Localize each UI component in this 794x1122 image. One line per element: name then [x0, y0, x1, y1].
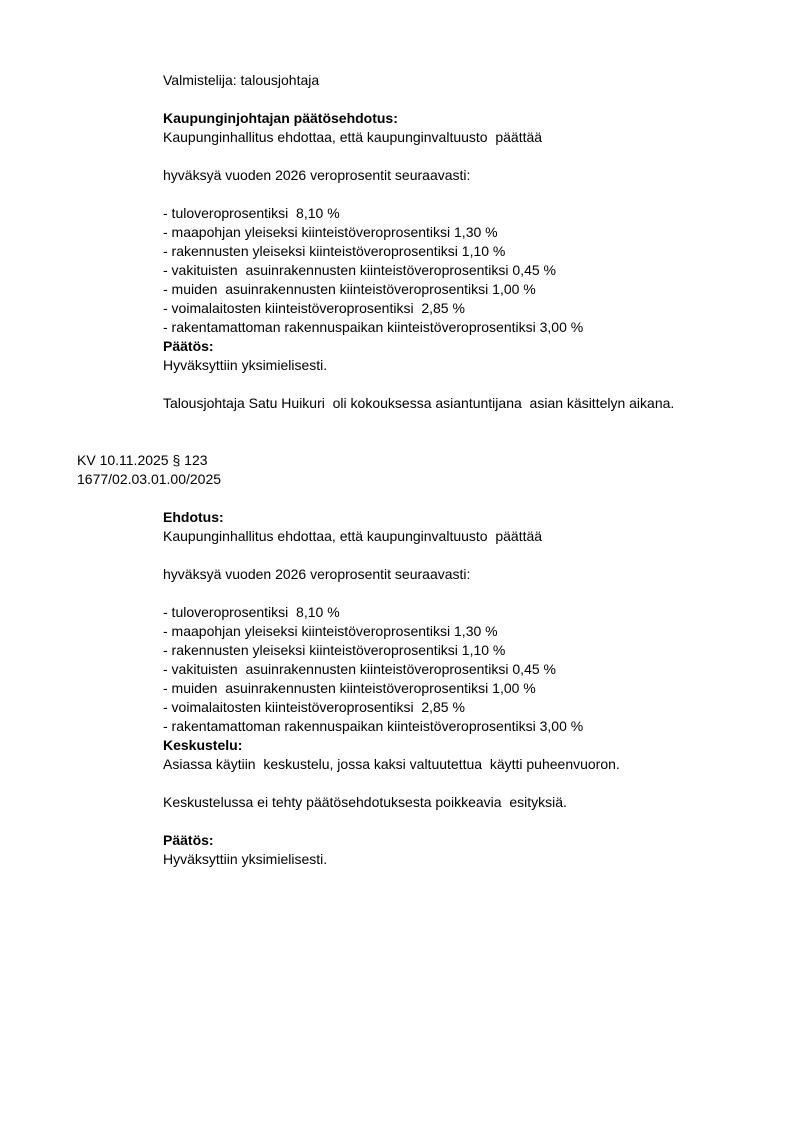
kv-tax-rate-list — [163, 603, 754, 736]
tax-rate-item: - rakentamattoman rakennuspaikan kiinteistöveroprosentiksi 3,00 % — [163, 319, 584, 335]
kv-section — [163, 508, 754, 869]
kh-approve-intro: hyväksyä vuoden 2026 veroprosentit seuraavasti: — [163, 167, 471, 183]
kv-proposal-heading: Ehdotus: — [163, 509, 224, 525]
kv-meeting-reference: KV 10.11.2025 § 123 — [77, 452, 208, 468]
tax-rate-item: - voimalaitosten kiinteistöveroprosentiksi 2,85 % — [163, 300, 465, 316]
tax-rate-item: - maapohjan yleiseksi kiinteistöveroprosentiksi 1,30 % — [163, 224, 498, 240]
kh-tax-rate-list — [163, 204, 754, 337]
preparer-line: Valmistelija: talousjohtaja — [163, 72, 320, 88]
kh-proposal-body: Kaupunginhallitus ehdottaa, että kaupunginvaltuusto päättää — [163, 129, 543, 145]
tax-rate-item: - vakituisten asuinrakennusten kiinteistöveroprosentiksi 0,45 % — [163, 262, 556, 278]
kv-proposal-body: Kaupunginhallitus ehdottaa, että kaupunginvaltuusto päättää — [163, 528, 543, 544]
kv-case-number: 1677/02.03.01.00/2025 — [77, 471, 222, 487]
kh-section — [163, 71, 754, 413]
tax-rate-item: - rakennusten yleiseksi kiinteistöveroprosentiksi 1,10 % — [163, 642, 506, 658]
kv-approve-intro: hyväksyä vuoden 2026 veroprosentit seuraavasti: — [163, 566, 471, 582]
kv-discussion-heading: Keskustelu: — [163, 737, 243, 753]
kv-discussion-note: Keskustelussa ei tehty päätösehdotuksesta poikkeavia esityksiä. — [163, 794, 567, 810]
tax-rate-item: - maapohjan yleiseksi kiinteistöveroprosentiksi 1,30 % — [163, 623, 498, 639]
kv-decision-body: Hyväksyttiin yksimielisesti. — [163, 851, 328, 867]
tax-rate-item: - vakituisten asuinrakennusten kiinteistöveroprosentiksi 0,45 % — [163, 661, 556, 677]
tax-rate-item: - rakentamattoman rakennuspaikan kiinteistöveroprosentiksi 3,00 % — [163, 718, 584, 734]
kh-decision-heading: Päätös: — [163, 338, 214, 354]
tax-rate-item: - rakennusten yleiseksi kiinteistöveroprosentiksi 1,10 % — [163, 243, 506, 259]
kv-decision-heading: Päätös: — [163, 832, 214, 848]
tax-rate-item: - voimalaitosten kiinteistöveroprosentiksi 2,85 % — [163, 699, 465, 715]
tax-rate-item: - tuloveroprosentiksi 8,10 % — [163, 604, 340, 620]
kh-decision-body: Hyväksyttiin yksimielisesti. — [163, 357, 328, 373]
tax-rate-item: - tuloveroprosentiksi 8,10 % — [163, 205, 340, 221]
tax-rate-item: - muiden asuinrakennusten kiinteistöveroprosentiksi 1,00 % — [163, 281, 536, 297]
expert-note: Talousjohtaja Satu Huikuri oli kokouksessa asiantuntijana asian käsittelyn aikana. — [163, 395, 675, 411]
kv-reference-block — [77, 451, 794, 489]
kh-proposal-heading: Kaupunginjohtajan päätösehdotus: — [163, 110, 398, 126]
kv-discussion-body: Asiassa käytiin keskustelu, jossa kaksi valtuutettua käytti puheenvuoron. — [163, 756, 620, 772]
tax-rate-item: - muiden asuinrakennusten kiinteistöveroprosentiksi 1,00 % — [163, 680, 536, 696]
page-content — [0, 71, 794, 869]
